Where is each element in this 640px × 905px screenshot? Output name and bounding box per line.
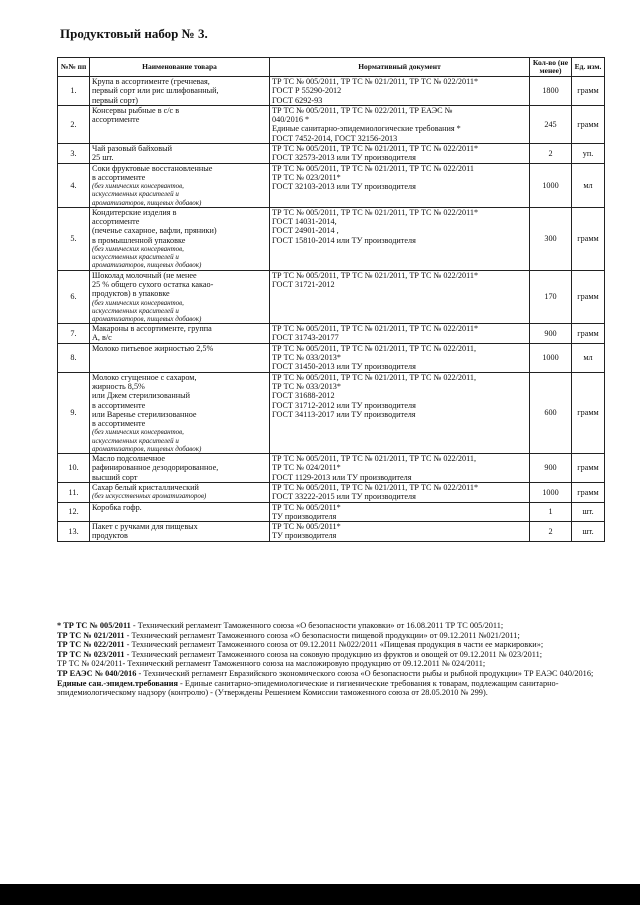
normative-doc-line: ТР ТС № 005/2011, ТР ТС № 021/2011, ТР ТС № 022/2011 xyxy=(272,163,474,173)
header-num: №№ пп xyxy=(58,58,90,77)
row-number: 12. xyxy=(58,502,90,522)
header-doc: Нормативный документ xyxy=(270,58,530,77)
table-row xyxy=(58,502,605,522)
footnote-line xyxy=(57,621,606,631)
header-name: Наименование товара xyxy=(90,58,270,77)
normative-doc-line: ГОСТ 34113-2017 или ТУ производителя xyxy=(272,409,416,419)
scan-edge-bar xyxy=(0,884,640,905)
footnote-text: - Технический регламент Таможенного союза «О безопасности упаковки» от 16.08.2011 ТР ТС 005/2011; xyxy=(130,621,504,630)
product-name-line: в ассортименте xyxy=(92,419,146,429)
normative-doc-line: ТР ТС № 005/2011, ТР ТС № 021/2011, ТР ТС № 022/2011* xyxy=(272,324,479,334)
row-number: 9. xyxy=(58,372,90,453)
product-name-line: или Джем стерилизованный xyxy=(92,391,190,401)
row-number: 13. xyxy=(58,522,90,542)
normative-doc-line: ГОСТ 24901-2014 , xyxy=(272,226,339,236)
quantity-cell: 1000 xyxy=(530,482,572,502)
product-name-line: Масло подсолнечное xyxy=(92,454,166,464)
normative-doc-cell xyxy=(270,207,530,270)
table-row xyxy=(58,324,605,344)
table-row xyxy=(58,163,605,207)
footnote-term: ТР ЕАЭС № 040/2016 xyxy=(57,668,137,678)
product-note-line: искусственных красителей и xyxy=(92,253,179,262)
normative-doc-cell xyxy=(270,105,530,143)
quantity-cell: 1800 xyxy=(530,77,572,106)
normative-doc-line: ГОСТ 33222-2015 или ТУ производителя xyxy=(272,492,416,502)
unit-cell: шт. xyxy=(572,522,605,542)
normative-doc-line: ТР ТС № 005/2011, ТР ТС № 021/2011, ТР ТС № 022/2011, xyxy=(272,343,477,353)
product-name-line: 25 % общего сухого остатка какао- xyxy=(92,279,214,289)
product-name-line: в промышленной упаковке xyxy=(92,235,186,245)
normative-doc-line: ГОСТ Р 55290-2012 xyxy=(272,86,342,96)
footnote-line xyxy=(57,669,606,679)
table-row xyxy=(58,77,605,106)
product-note-line: (без химических консервантов, xyxy=(92,298,184,307)
footnote-term: ТР ТС № 021/2011 xyxy=(57,630,125,640)
normative-doc-line: ТР ТС № 005/2011, ТР ТС № 021/2011, ТР ТС № 022/2011* xyxy=(272,144,479,154)
normative-doc-cell xyxy=(270,144,530,164)
table-row xyxy=(58,144,605,164)
footnote-line xyxy=(57,631,606,641)
product-name-line: Шоколад молочный (не менее xyxy=(92,270,197,280)
normative-doc-line: 040/2016 * xyxy=(272,115,310,125)
product-name-line: в ассортименте xyxy=(92,172,146,182)
product-name-line: Сахар белый кристаллический xyxy=(92,482,199,492)
table-row xyxy=(58,105,605,143)
product-note-line: искусственных красителей и xyxy=(92,306,179,315)
product-name-line: ассортименте xyxy=(92,115,140,125)
product-name-cell xyxy=(90,207,270,270)
product-name-line: А, в/с xyxy=(92,333,112,343)
normative-doc-cell xyxy=(270,270,530,324)
footnote-term: * ТР ТС № 005/2011 xyxy=(57,621,131,630)
product-note-line: искусственных красителей и xyxy=(92,190,179,199)
header-unit: Ед. изм. xyxy=(572,58,605,77)
normative-doc-line: ТР ТС № 005/2011, ТР ТС № 021/2011, ТР ТС № 022/2011* xyxy=(272,270,479,280)
normative-doc-line: ГОСТ 32103-2013 или ТУ производителя xyxy=(272,182,416,192)
normative-doc-line: ТР ТС № 005/2011, ТР ТС № 021/2011, ТР ТС № 022/2011* xyxy=(272,207,479,217)
quantity-cell: 2 xyxy=(530,522,572,542)
normative-doc-cell xyxy=(270,522,530,542)
product-name-line: в ассортименте xyxy=(92,400,146,410)
normative-doc-line: ТР ТС № 005/2011, ТР ТС № 021/2011, ТР ТС № 022/2011, xyxy=(272,372,477,382)
product-name-cell xyxy=(90,454,270,483)
unit-cell: грамм xyxy=(572,77,605,106)
normative-doc-line: ТР ТС № 005/2011* xyxy=(272,502,341,512)
header-qty: Кол-во (не менее) xyxy=(530,58,572,77)
normative-doc-line: ТР ТС № 005/2011, ТР ТС № 021/2011, ТР ТС № 022/2011* xyxy=(272,77,479,86)
normative-doc-line: ТР ТС № 024/2011* xyxy=(272,463,341,473)
unit-cell: грамм xyxy=(572,482,605,502)
unit-cell: уп. xyxy=(572,144,605,164)
normative-doc-line: ГОСТ 15810-2014 или ТУ производителя xyxy=(272,235,416,245)
product-name-line: (печенье сахарное, вафли, пряники) xyxy=(92,226,217,236)
product-name-line: Коробка гофр. xyxy=(92,502,142,512)
unit-cell: грамм xyxy=(572,372,605,453)
product-name-line: Крупа в ассортименте (гречневая, xyxy=(92,77,210,86)
quantity-cell: 900 xyxy=(530,454,572,483)
table-header-row xyxy=(58,58,605,77)
normative-doc-cell xyxy=(270,163,530,207)
normative-doc-line: ГОСТ 31450-2013 или ТУ производителя xyxy=(272,362,416,372)
product-note-line: ароматизаторов, пищевых добавок) xyxy=(92,314,202,323)
product-name-line: Молоко питьевое жирностью 2,5% xyxy=(92,343,214,353)
normative-doc-line: ТУ производителя xyxy=(272,511,337,521)
product-name-line: рафинированное дезодорированное, xyxy=(92,463,219,473)
footnote-text: - Единые санитарно-эпидемиологические и гигиенические требования к товарам, подлежащим санитарно-эпидемиологическому надзору (контролю) - (Утверждены Решением Комиссии таможенного союза от 28.05.2010 № 299). xyxy=(57,678,559,698)
normative-doc-line: ТР ТС № 023/2011* xyxy=(272,172,341,182)
product-name-cell xyxy=(90,522,270,542)
normative-doc-line: ТР ТС № 033/2013* xyxy=(272,381,341,391)
normative-doc-cell xyxy=(270,454,530,483)
unit-cell: грамм xyxy=(572,324,605,344)
unit-cell: шт. xyxy=(572,502,605,522)
quantity-cell: 1 xyxy=(530,502,572,522)
normative-doc-line: ГОСТ 32573-2013 или ТУ производителя xyxy=(272,153,416,163)
normative-doc-line: ГОСТ 31721-2012 xyxy=(272,279,335,289)
product-note-line: (без химических консервантов, xyxy=(92,182,184,191)
normative-doc-line: ГОСТ 1129-2013 или ТУ производителя xyxy=(272,472,412,482)
product-note-line: ароматизаторов, пищевых добавок) xyxy=(92,444,202,453)
footnote-term: ТР ТС № 022/2011 xyxy=(57,640,125,650)
normative-doc-cell xyxy=(270,343,530,372)
product-name-line: 25 шт. xyxy=(92,153,114,163)
normative-doc-line: ТУ производителя xyxy=(272,531,337,541)
quantity-cell: 900 xyxy=(530,324,572,344)
table-row xyxy=(58,372,605,453)
row-number: 1. xyxy=(58,77,90,106)
product-name-line: Молоко сгущенное с сахаром, xyxy=(92,372,197,382)
normative-doc-cell xyxy=(270,324,530,344)
product-name-cell xyxy=(90,144,270,164)
normative-doc-cell xyxy=(270,502,530,522)
product-name-cell xyxy=(90,77,270,106)
product-name-line: первый сорт или рис шлифованный, xyxy=(92,86,219,96)
product-name-line: Консервы рыбные в с/с в xyxy=(92,105,180,115)
normative-doc-line: ГОСТ 7452-2014, ГОСТ 32156-2013 xyxy=(272,133,398,143)
product-name-line: продуктов xyxy=(92,531,128,541)
unit-cell: грамм xyxy=(572,105,605,143)
unit-cell: грамм xyxy=(572,207,605,270)
footnote-term: ТР ТС № 023/2011 xyxy=(57,649,125,659)
normative-doc-line: ГОСТ 31712-2012 или ТУ производителя xyxy=(272,400,416,410)
unit-cell: мл xyxy=(572,163,605,207)
footnote-line xyxy=(57,640,606,650)
table-row xyxy=(58,482,605,502)
product-name-line: ассортименте xyxy=(92,217,140,227)
table-row xyxy=(58,522,605,542)
normative-doc-line: Единые санитарно-эпидемиологические требования * xyxy=(272,124,461,134)
unit-cell: грамм xyxy=(572,270,605,324)
product-name-line: Чай разовый байховый xyxy=(92,144,172,154)
product-name-line: первый сорт) xyxy=(92,95,138,105)
unit-cell: мл xyxy=(572,343,605,372)
product-table xyxy=(57,57,605,542)
normative-doc-line: ТР ТС № 005/2011* xyxy=(272,522,341,532)
row-number: 4. xyxy=(58,163,90,207)
normative-doc-line: ТР ТС № 033/2013* xyxy=(272,353,341,363)
product-note-line: искусственных красителей и xyxy=(92,436,179,445)
quantity-cell: 1000 xyxy=(530,343,572,372)
product-note-line: ароматизаторов, пищевых добавок) xyxy=(92,261,202,270)
quantity-cell: 1000 xyxy=(530,163,572,207)
quantity-cell: 2 xyxy=(530,144,572,164)
footnotes xyxy=(57,621,606,698)
product-name-line: или Варенье стерилизованное xyxy=(92,409,197,419)
quantity-cell: 245 xyxy=(530,105,572,143)
normative-doc-line: ГОСТ 31743-20177 xyxy=(272,333,339,343)
product-note-line: (без искусственных ароматизаторов) xyxy=(92,492,207,501)
product-name-line: Макароны в ассортименте, группа xyxy=(92,324,212,334)
quantity-cell: 300 xyxy=(530,207,572,270)
product-name-cell xyxy=(90,372,270,453)
table-row xyxy=(58,270,605,324)
quantity-cell: 170 xyxy=(530,270,572,324)
product-name-line: продуктов) в упаковке xyxy=(92,289,170,299)
normative-doc-line: ТР ТС № 005/2011, ТР ТС № 022/2011, ТР ЕАЭС № xyxy=(272,105,453,115)
normative-doc-cell xyxy=(270,372,530,453)
footnote-text: - Технический регламент Таможенного союза от 09.12.2011 №022/2011 «Пищевая продукция в части ее маркировки»; xyxy=(124,640,544,650)
row-number: 2. xyxy=(58,105,90,143)
normative-doc-cell xyxy=(270,482,530,502)
product-name-cell xyxy=(90,270,270,324)
product-name-cell xyxy=(90,502,270,522)
product-name-line: Соки фруктовые восстановленные xyxy=(92,163,213,173)
footnote-term: Единые сан.-эпидем.требования xyxy=(57,678,178,688)
product-name-cell xyxy=(90,163,270,207)
product-note-line: ароматизаторов, пищевых добавок) xyxy=(92,198,202,207)
footnote-text: ТР ТС № 024/2011- Технический регламент Таможенного союза на масложировую продукцию от 09.12.2011 № 024/2011; xyxy=(57,659,486,669)
footnote-line xyxy=(57,650,606,660)
product-name-line: Кондитерские изделия в xyxy=(92,207,177,217)
row-number: 10. xyxy=(58,454,90,483)
row-number: 11. xyxy=(58,482,90,502)
product-note-line: (без химических консервантов, xyxy=(92,245,184,254)
row-number: 5. xyxy=(58,207,90,270)
product-name-cell xyxy=(90,324,270,344)
normative-doc-line: ГОСТ 31688-2012 xyxy=(272,391,335,401)
product-name-line: жирность 8,5% xyxy=(92,381,145,391)
unit-cell: грамм xyxy=(572,454,605,483)
page-title: Продуктовый набор № 3. xyxy=(60,26,208,41)
footnote-text: - Технический регламент Таможенного союза на соковую продукцию из фруктов и овощей от 09.12.2011 № 023/2011; xyxy=(124,649,543,659)
footnote-text: - Технический регламент Таможенного союза «О безопасности пищевой продукции» от 09.12.2011 №021/2011; xyxy=(124,630,520,640)
normative-doc-line: ТР ТС № 005/2011, ТР ТС № 021/2011, ТР ТС № 022/2011* xyxy=(272,482,479,492)
quantity-cell: 600 xyxy=(530,372,572,453)
normative-doc-line: ГОСТ 6292-93 xyxy=(272,95,323,105)
product-name-cell xyxy=(90,482,270,502)
row-number: 6. xyxy=(58,270,90,324)
normative-doc-cell xyxy=(270,77,530,106)
normative-doc-line: ГОСТ 14031-2014, xyxy=(272,217,337,227)
footnote-text: - Технический регламент Евразийского экономического союза «О безопасности рыбы и рыбной продукции» ТР ЕАЭС 040/2016; xyxy=(136,668,594,678)
row-number: 7. xyxy=(58,324,90,344)
product-note-line: (без химических консервантов, xyxy=(92,428,184,437)
table-row xyxy=(58,454,605,483)
product-name-cell xyxy=(90,343,270,372)
product-name-line: высший сорт xyxy=(92,472,138,482)
normative-doc-line: ТР ТС № 005/2011, ТР ТС № 021/2011, ТР ТС № 022/2011, xyxy=(272,454,477,464)
footnote-line xyxy=(57,659,606,669)
table-row xyxy=(58,207,605,270)
row-number: 8. xyxy=(58,343,90,372)
row-number: 3. xyxy=(58,144,90,164)
table-row xyxy=(58,343,605,372)
product-name-line: Пакет с ручками для пищевых xyxy=(92,522,198,532)
product-name-cell xyxy=(90,105,270,143)
footnote-line xyxy=(57,679,606,698)
